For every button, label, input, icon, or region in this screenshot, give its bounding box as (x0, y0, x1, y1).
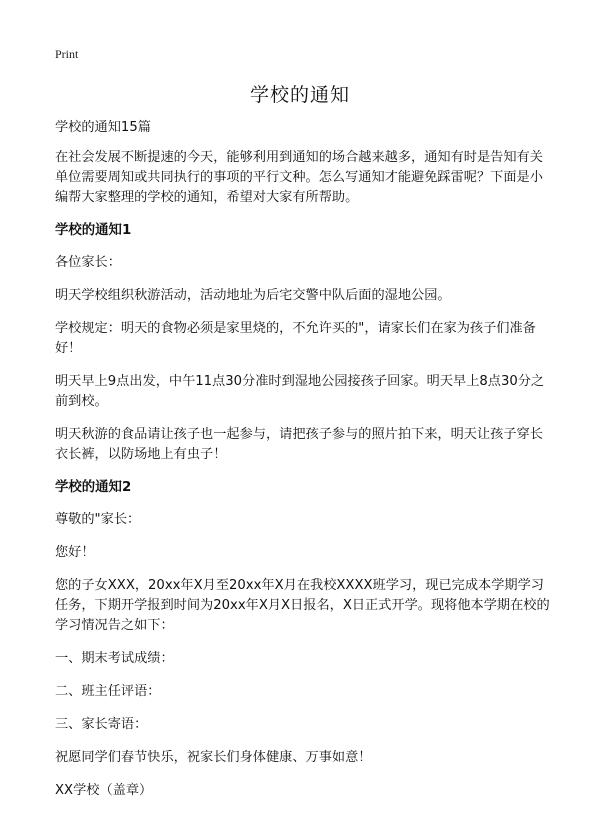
paragraph: 祝愿同学们春节快乐，祝家长们身体健康、万事如意！ (55, 750, 372, 765)
paragraph: 尊敬的"家长： (55, 512, 141, 527)
paragraph: 您的子女XXX，20xx年X月至20xx年X月在我校XXXX班学习，现已完成本学期学习任务，下期开学报到时间为20xx年X月X日报名，X日正式开学。现将他本学期在校的学习情况告之如下： (55, 578, 550, 633)
intro-paragraph: 在社会发展不断提速的今天，能够利用到通知的场合越来越多，通知有时是告知有关单位需要周知或共同执行的事项的平行文种。怎么写通知才能避免踩雷呢？下面是小编帮大家整理的学校的通知，希望对大家有所帮助。 (55, 150, 543, 205)
paragraph: 您好！ (55, 545, 95, 560)
document-title: 学校的通知 (249, 84, 350, 106)
document-subtitle: 学校的通知15篇 (55, 120, 151, 135)
signature-line: XX学校（盖章） (55, 783, 153, 798)
paragraph: 明天早上9点出发，中午11点30分准时到湿地公园接孩子回家。明天早上8点30分之前到校。 (55, 374, 545, 409)
paragraph: 三、家长寄语： (55, 717, 148, 732)
paragraph: 一、期末考试成绩： (55, 651, 174, 666)
section-heading: 学校的通知2 (55, 480, 132, 495)
section-heading: 学校的通知1 (55, 223, 132, 238)
print-label: Print (55, 47, 79, 61)
paragraph: 二、班主任评语： (55, 684, 161, 699)
paragraph: 各位家长： (55, 255, 121, 270)
paragraph: 明天秋游的食品请让孩子也一起参与，请把孩子参与的照片拍下来，明天让孩子穿长衣长裤，以防场地上有虫子！ (55, 427, 543, 462)
paragraph: 学校规定：明天的食物必须是家里烧的，不允许买的"，请家长们在家为孩子们准备好！ (55, 321, 536, 356)
document-body (55, 118, 550, 814)
paragraph: 明天学校组织秋游活动，活动地址为后宅交警中队后面的湿地公园。 (55, 288, 451, 303)
